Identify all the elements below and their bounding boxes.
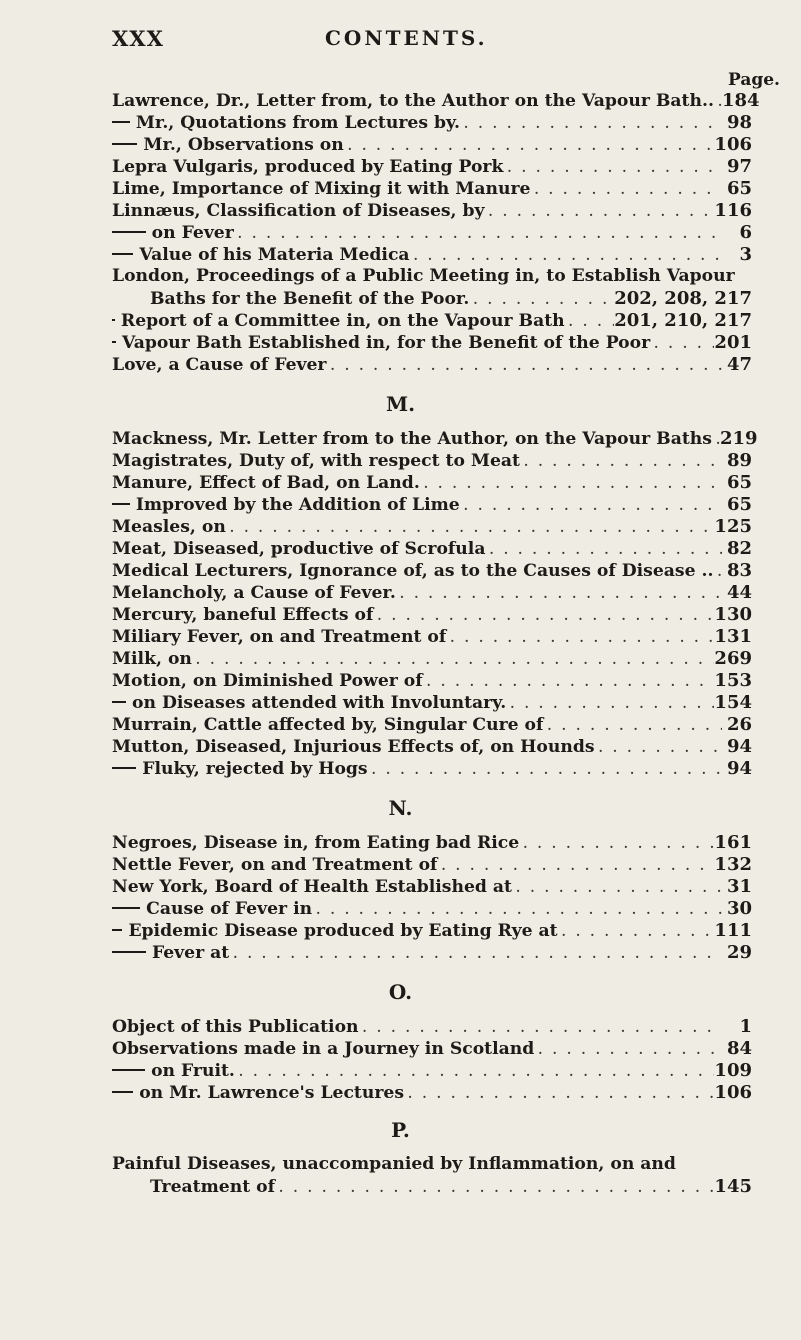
page-number-roman: XXX <box>112 26 164 51</box>
entry-page-number: 132 <box>714 854 752 875</box>
leader-dots <box>714 95 722 109</box>
entry-text: Epidemic Disease produced by Eating Rye at <box>128 921 558 941</box>
leader-dots <box>368 763 722 777</box>
entry-text: Motion, on Diminished Power of <box>112 671 423 691</box>
index-entry <box>112 538 752 560</box>
leader-dots <box>234 227 722 241</box>
entry-text: Painful Diseases, unaccompanied by Inflammation, on and <box>112 1154 676 1174</box>
running-title: CONTENTS. <box>325 26 488 50</box>
index-entry <box>112 758 752 780</box>
leader-dots <box>520 455 722 469</box>
index-entry <box>112 832 752 854</box>
entry-page-number: 65 <box>726 472 752 493</box>
entry-text: on Fever <box>151 223 234 243</box>
leader-dots <box>226 521 715 535</box>
leader-dots <box>437 859 714 873</box>
entry-page-number: 125 <box>714 516 752 537</box>
ditto-dash <box>112 951 146 953</box>
index-entry <box>112 354 752 376</box>
leader-dots <box>530 183 722 197</box>
index-entry <box>112 112 752 134</box>
index-entry <box>112 898 752 920</box>
leader-dots <box>650 337 714 351</box>
entry-text: Vapour Bath Established in, for the Benefit of the Poor <box>121 333 651 353</box>
index-entry <box>112 494 752 516</box>
section-letter: P. <box>391 1118 410 1142</box>
entry-text: Medical Lecturers, Ignorance of, as to the Causes of Disease .. <box>112 561 714 581</box>
index-entry <box>112 604 752 626</box>
entry-page-number: 44 <box>726 582 752 603</box>
leader-dots <box>503 161 722 175</box>
index-entry <box>112 560 752 582</box>
index-entry <box>112 450 752 472</box>
entry-page-number: 184 <box>721 90 760 111</box>
ditto-dash <box>112 121 130 123</box>
entry-text: Improved by the Addition of Lime <box>135 495 460 515</box>
leader-dots <box>446 631 714 645</box>
index-entry <box>112 1082 752 1104</box>
entry-page-number: 161 <box>714 832 752 853</box>
entry-page-number: 94 <box>726 758 752 779</box>
leader-dots <box>558 925 715 939</box>
leader-dots <box>485 543 722 557</box>
entry-page-number: 6 <box>739 222 752 243</box>
entry-page-number: 145 <box>714 1176 752 1197</box>
entry-text: Miliary Fever, on and Treatment of <box>112 627 447 647</box>
index-entry <box>112 200 752 222</box>
entry-page-number: 106 <box>714 1082 752 1103</box>
leader-dots <box>713 565 722 579</box>
entry-text: Negroes, Disease in, from Eating bad Rice <box>112 833 520 853</box>
entry-text: Meat, Diseased, productive of Scrofula <box>112 539 486 559</box>
entry-page-number: 65 <box>726 494 752 515</box>
leader-dots <box>506 697 714 711</box>
leader-dots <box>469 293 614 307</box>
ditto-dash <box>112 1091 133 1093</box>
entry-text: Mackness, Mr. Letter from to the Author, on the Vapour Baths <box>112 429 712 449</box>
entry-text: Lawrence, Dr., Letter from, to the Author on the Vapour Bath.. <box>112 91 714 111</box>
leader-dots <box>595 741 722 755</box>
entry-text: Mercury, baneful Effects of <box>112 605 374 625</box>
index-entry <box>112 736 752 758</box>
leader-dots <box>460 499 722 513</box>
entry-page-number: 30 <box>726 898 752 919</box>
index-entry <box>112 1154 752 1176</box>
index-entry <box>112 670 752 692</box>
leader-dots <box>275 1181 714 1195</box>
index-entry <box>112 222 752 244</box>
section-letter: O. <box>388 980 413 1004</box>
entry-page-number: 83 <box>726 560 752 581</box>
entry-page-number: 98 <box>726 112 752 133</box>
index-entry <box>112 156 752 178</box>
entry-text: Measles, on <box>112 517 226 537</box>
leader-dots <box>420 477 722 491</box>
entry-text: Baths for the Benefit of the Poor. <box>150 289 470 309</box>
ditto-dash <box>112 503 130 505</box>
index-entry <box>112 472 752 494</box>
entry-text: Treatment of <box>150 1177 276 1197</box>
entry-text: Murrain, Cattle affected by, Singular Cure of <box>112 715 544 735</box>
entry-text: Love, a Cause of Fever <box>112 355 327 375</box>
entry-text: Lepra Vulgaris, produced by Eating Pork <box>112 157 504 177</box>
ditto-dash <box>112 341 116 343</box>
index-entry <box>112 90 760 112</box>
entry-text: Fluky, rejected by Hogs <box>142 759 368 779</box>
entry-text: on Mr. Lawrence's Lectures <box>139 1083 405 1103</box>
leader-dots <box>359 1021 722 1035</box>
entry-text: Report of a Committee in, on the Vapour Bath <box>120 311 565 331</box>
page-column-label: Page. <box>728 70 780 90</box>
entry-text: Magistrates, Duty of, with respect to Meat <box>112 451 520 471</box>
index-entry <box>112 582 752 604</box>
index-entry <box>112 516 752 538</box>
leader-dots <box>344 139 715 153</box>
entry-page-number: 116 <box>714 200 752 221</box>
index-entry <box>112 692 752 714</box>
index-entry <box>112 1060 752 1082</box>
index-entry <box>112 244 752 266</box>
index-entry <box>112 920 752 942</box>
index-entry <box>112 332 752 354</box>
leader-dots <box>534 1043 722 1057</box>
index-entry <box>112 1016 752 1038</box>
entry-page-number: 1 <box>739 1016 752 1037</box>
index-entry <box>112 876 752 898</box>
entry-page-number: 29 <box>726 942 752 963</box>
leader-dots <box>373 609 714 623</box>
index-entry <box>150 1176 752 1198</box>
ditto-dash <box>112 143 137 145</box>
entry-page-number: 202, 208, 217 <box>614 288 752 309</box>
leader-dots <box>565 315 615 329</box>
leader-dots <box>512 881 722 895</box>
entry-page-number: 47 <box>726 354 752 375</box>
entry-text: Mr., Quotations from Lectures by. <box>135 113 461 133</box>
entry-text: Melancholy, a Cause of Fever. <box>112 583 396 603</box>
entry-page-number: 269 <box>714 648 752 669</box>
index-entry <box>112 1038 752 1060</box>
entry-text: Manure, Effect of Bad, on Land. <box>112 473 420 493</box>
entry-text: Cause of Fever in <box>146 899 313 919</box>
leader-dots <box>519 837 714 851</box>
leader-dots <box>235 1065 715 1079</box>
leader-dots <box>410 249 722 263</box>
entry-text: Linnæus, Classification of Diseases, by <box>112 201 485 221</box>
section-letter: M. <box>385 392 416 416</box>
entry-page-number: 153 <box>714 670 752 691</box>
entry-text: Mutton, Diseased, Injurious Effects of, on Hounds <box>112 737 595 757</box>
entry-text: Milk, on <box>112 649 192 669</box>
index-entry <box>112 714 752 736</box>
entry-page-number: 26 <box>726 714 752 735</box>
index-entry <box>112 178 752 200</box>
entry-page-number: 84 <box>726 1038 752 1059</box>
entry-page-number: 97 <box>726 156 752 177</box>
entry-page-number: 89 <box>726 450 752 471</box>
index-entry <box>112 134 752 156</box>
leader-dots <box>485 205 715 219</box>
entry-page-number: 109 <box>714 1060 752 1081</box>
index-entry <box>112 942 752 964</box>
entry-text: on Diseases attended with Involuntary. <box>132 693 507 713</box>
entry-text: Observations made in a Journey in Scotland <box>112 1039 535 1059</box>
index-entry <box>112 648 752 670</box>
entry-page-number: 31 <box>726 876 752 897</box>
entry-text: Value of his Materia Medica <box>139 245 410 265</box>
entry-page-number: 3 <box>739 244 752 265</box>
ditto-dash <box>112 231 146 233</box>
index-entry <box>112 266 752 288</box>
ditto-dash <box>112 1069 145 1071</box>
entry-page-number: 65 <box>726 178 752 199</box>
entry-text: Lime, Importance of Mixing it with Manure <box>112 179 531 199</box>
entry-page-number: 201 <box>714 332 752 353</box>
entry-page-number: 201, 210, 217 <box>614 310 752 331</box>
entry-text: Nettle Fever, on and Treatment of <box>112 855 438 875</box>
section-letter: N. <box>388 796 413 820</box>
ditto-dash <box>112 319 115 321</box>
index-entry <box>150 288 752 310</box>
entry-page-number: 82 <box>726 538 752 559</box>
entry-page-number: 130 <box>714 604 752 625</box>
leader-dots <box>460 117 722 131</box>
leader-dots <box>229 947 722 961</box>
index-entry <box>112 428 758 450</box>
entry-page-number: 94 <box>726 736 752 757</box>
leader-dots <box>543 719 722 733</box>
entry-page-number: 106 <box>714 134 752 155</box>
ditto-dash <box>112 929 122 931</box>
leader-dots <box>396 587 722 601</box>
entry-page-number: 154 <box>714 692 752 713</box>
leader-dots <box>423 675 715 689</box>
ditto-dash <box>112 253 133 255</box>
index-entry <box>112 626 752 648</box>
leader-dots <box>192 653 715 667</box>
entry-text: London, Proceedings of a Public Meeting in, to Establish Vapour <box>112 266 735 286</box>
entry-page-number: 131 <box>714 626 752 647</box>
entry-text: Fever at <box>151 943 230 963</box>
entry-text: New York, Board of Health Established at <box>112 877 512 897</box>
ditto-dash <box>112 907 140 909</box>
ditto-dash <box>112 767 136 769</box>
entry-page-number: 111 <box>714 920 752 941</box>
entry-text: Mr., Observations on <box>143 135 344 155</box>
leader-dots <box>404 1087 714 1101</box>
ditto-dash <box>112 701 126 703</box>
index-entry <box>112 854 752 876</box>
index-entry <box>112 310 752 332</box>
entry-text: Object of this Publication <box>112 1017 359 1037</box>
entry-page-number: 219 <box>719 428 758 449</box>
leader-dots <box>312 903 722 917</box>
leader-dots <box>326 359 722 373</box>
leader-dots <box>712 433 720 447</box>
entry-text: on Fruit. <box>151 1061 235 1081</box>
